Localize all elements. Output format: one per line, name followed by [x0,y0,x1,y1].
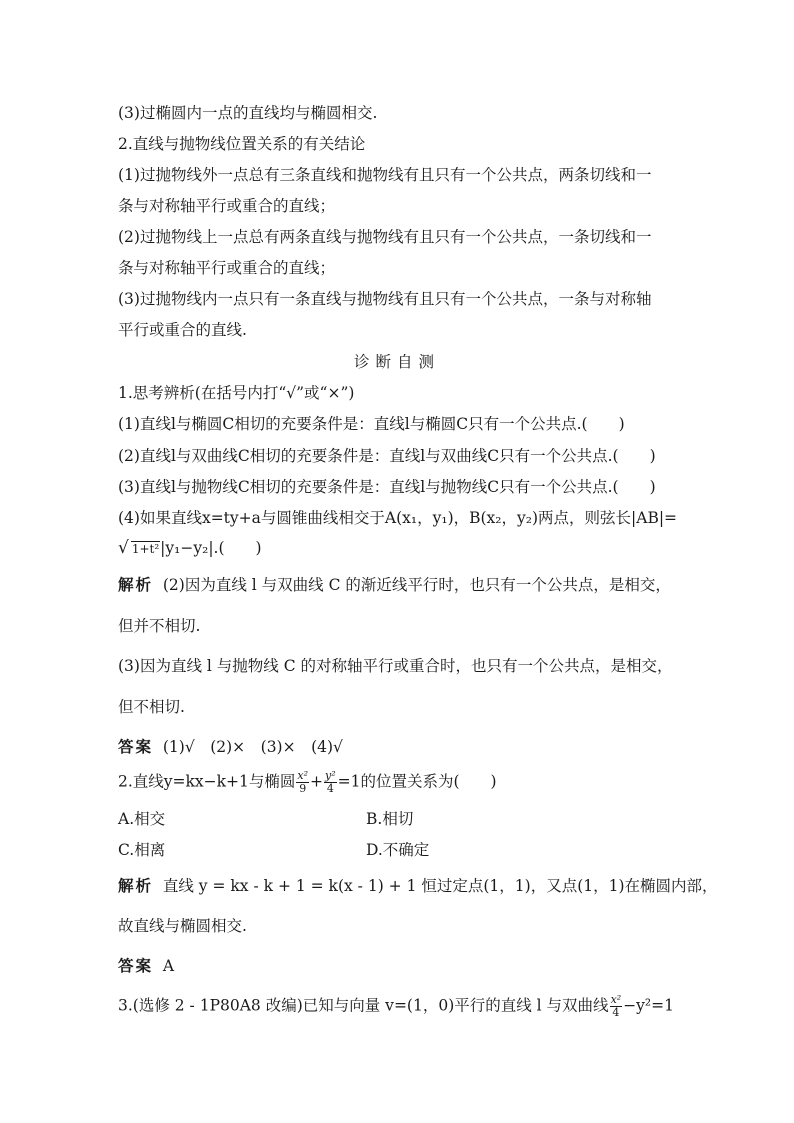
text-line: (3)过抛物线内一点只有一条直线与抛物线有且只有一个公共点，一条与对称轴 [118,290,652,308]
question-1-item-2: (2)直线l与双曲线C相切的充要条件是：直线l与双曲线C只有一个公共点.( ) [118,447,656,465]
text-line: 条与对称轴平行或重合的直线； [118,259,336,277]
question-1-item-1: (1)直线l与椭圆C相切的充要条件是：直线l与椭圆C只有一个公共点.( ) [118,415,625,433]
question-2: 2.直线y=kx−k+1与椭圆 $\frac{\text{x²}}{9}$ + $\frac{\text{y²}}{4}$ =1的位置关系为( ) [118,769,497,795]
answer-label: 答案 [118,956,154,975]
answer-label: 答案 [118,737,154,756]
question-1-item-4-cont [118,538,262,558]
analysis-text: (2)因为直线 l 与双曲线 C 的渐近线平行时，也只有一个公共点，是相交， [162,576,671,594]
answer-2 [118,956,174,976]
fraction-x2-9: $\frac{\text{x²}}{9}$ [297,769,309,795]
question-2-text: 2.直线y=kx−k+1与椭圆 [118,772,296,791]
answer-text: A [162,957,175,975]
analysis-1-line-3: (3)因为直线 l 与抛物线 C 的对称轴平行或重合时，也只有一个公共点，是相交， [118,657,673,675]
question-1: 1.思考辨析(在括号内打“√”或“×”) [118,384,355,402]
question-3: 3.(选修 2 - 1P80A8 改编)已知与向量 v=(1，0)平行的直线 l 与双曲线 $\frac{\text{x²}}{4}$ −y²=1 [118,993,674,1019]
subheading: 2.直线与抛物线位置关系的有关结论 [118,135,366,153]
analysis-1-line-4: 但不相切. [118,698,185,716]
analysis-1-line-2: 但并不相切. [118,617,201,635]
formula-tail: |y₁−y₂|.( ) [160,539,262,557]
sqrt-radicand: 1+t² [131,542,160,556]
analysis-label: 解析 [118,575,154,594]
text-line: 条与对称轴平行或重合的直线； [118,197,336,215]
analysis-2-line-1 [118,876,718,896]
section-title: 诊断自测 [353,353,440,371]
text-line: (3)过椭圆内一点的直线均与椭圆相交. [118,104,378,122]
option-a: A.相交 [118,810,166,828]
analysis-2-line-2: 故直线与椭圆相交. [118,917,247,935]
answer-1 [118,737,343,757]
option-c: C.相离 [118,841,166,859]
text-line: (2)过抛物线上一点总有两条直线与抛物线有且只有一个公共点，一条切线和一 [118,228,652,246]
option-b: B.相切 [366,810,414,828]
question-1-item-4: (4)如果直线x=ty+a与圆锥曲线相交于A(x₁，y₁)，B(x₂，y₂)两点，则弦长|AB|= [118,509,678,527]
question-3-text: 3.(选修 2 - 1P80A8 改编)已知与向量 v=(1，0)平行的直线 l 与双曲线 [118,996,609,1015]
analysis-label: 解析 [118,876,154,895]
question-1-item-3: (3)直线l与抛物线C相切的充要条件是：直线l与抛物线C只有一个公共点.( ) [118,478,656,496]
text-line: 平行或重合的直线. [118,321,247,339]
text-line: (1)过抛物线外一点总有三条直线和抛物线有且只有一个公共点，两条切线和一 [118,166,652,184]
sqrt-sign: √ [118,538,129,558]
analysis-1-line-1 [118,575,671,595]
fraction-x2-4: $\frac{\text{x²}}{4}$ [610,993,622,1019]
answer-text: (1)√ (2)× (3)× (4)√ [162,738,343,756]
analysis-text: 直线 y = kx - k + 1 = k(x - 1) + 1 恒过定点(1，1)，又点(1，1)在椭圆内部， [162,877,718,895]
fraction-y2-4: $\frac{\text{y²}}{4}$ [325,769,336,795]
option-d: D.不确定 [366,841,430,859]
